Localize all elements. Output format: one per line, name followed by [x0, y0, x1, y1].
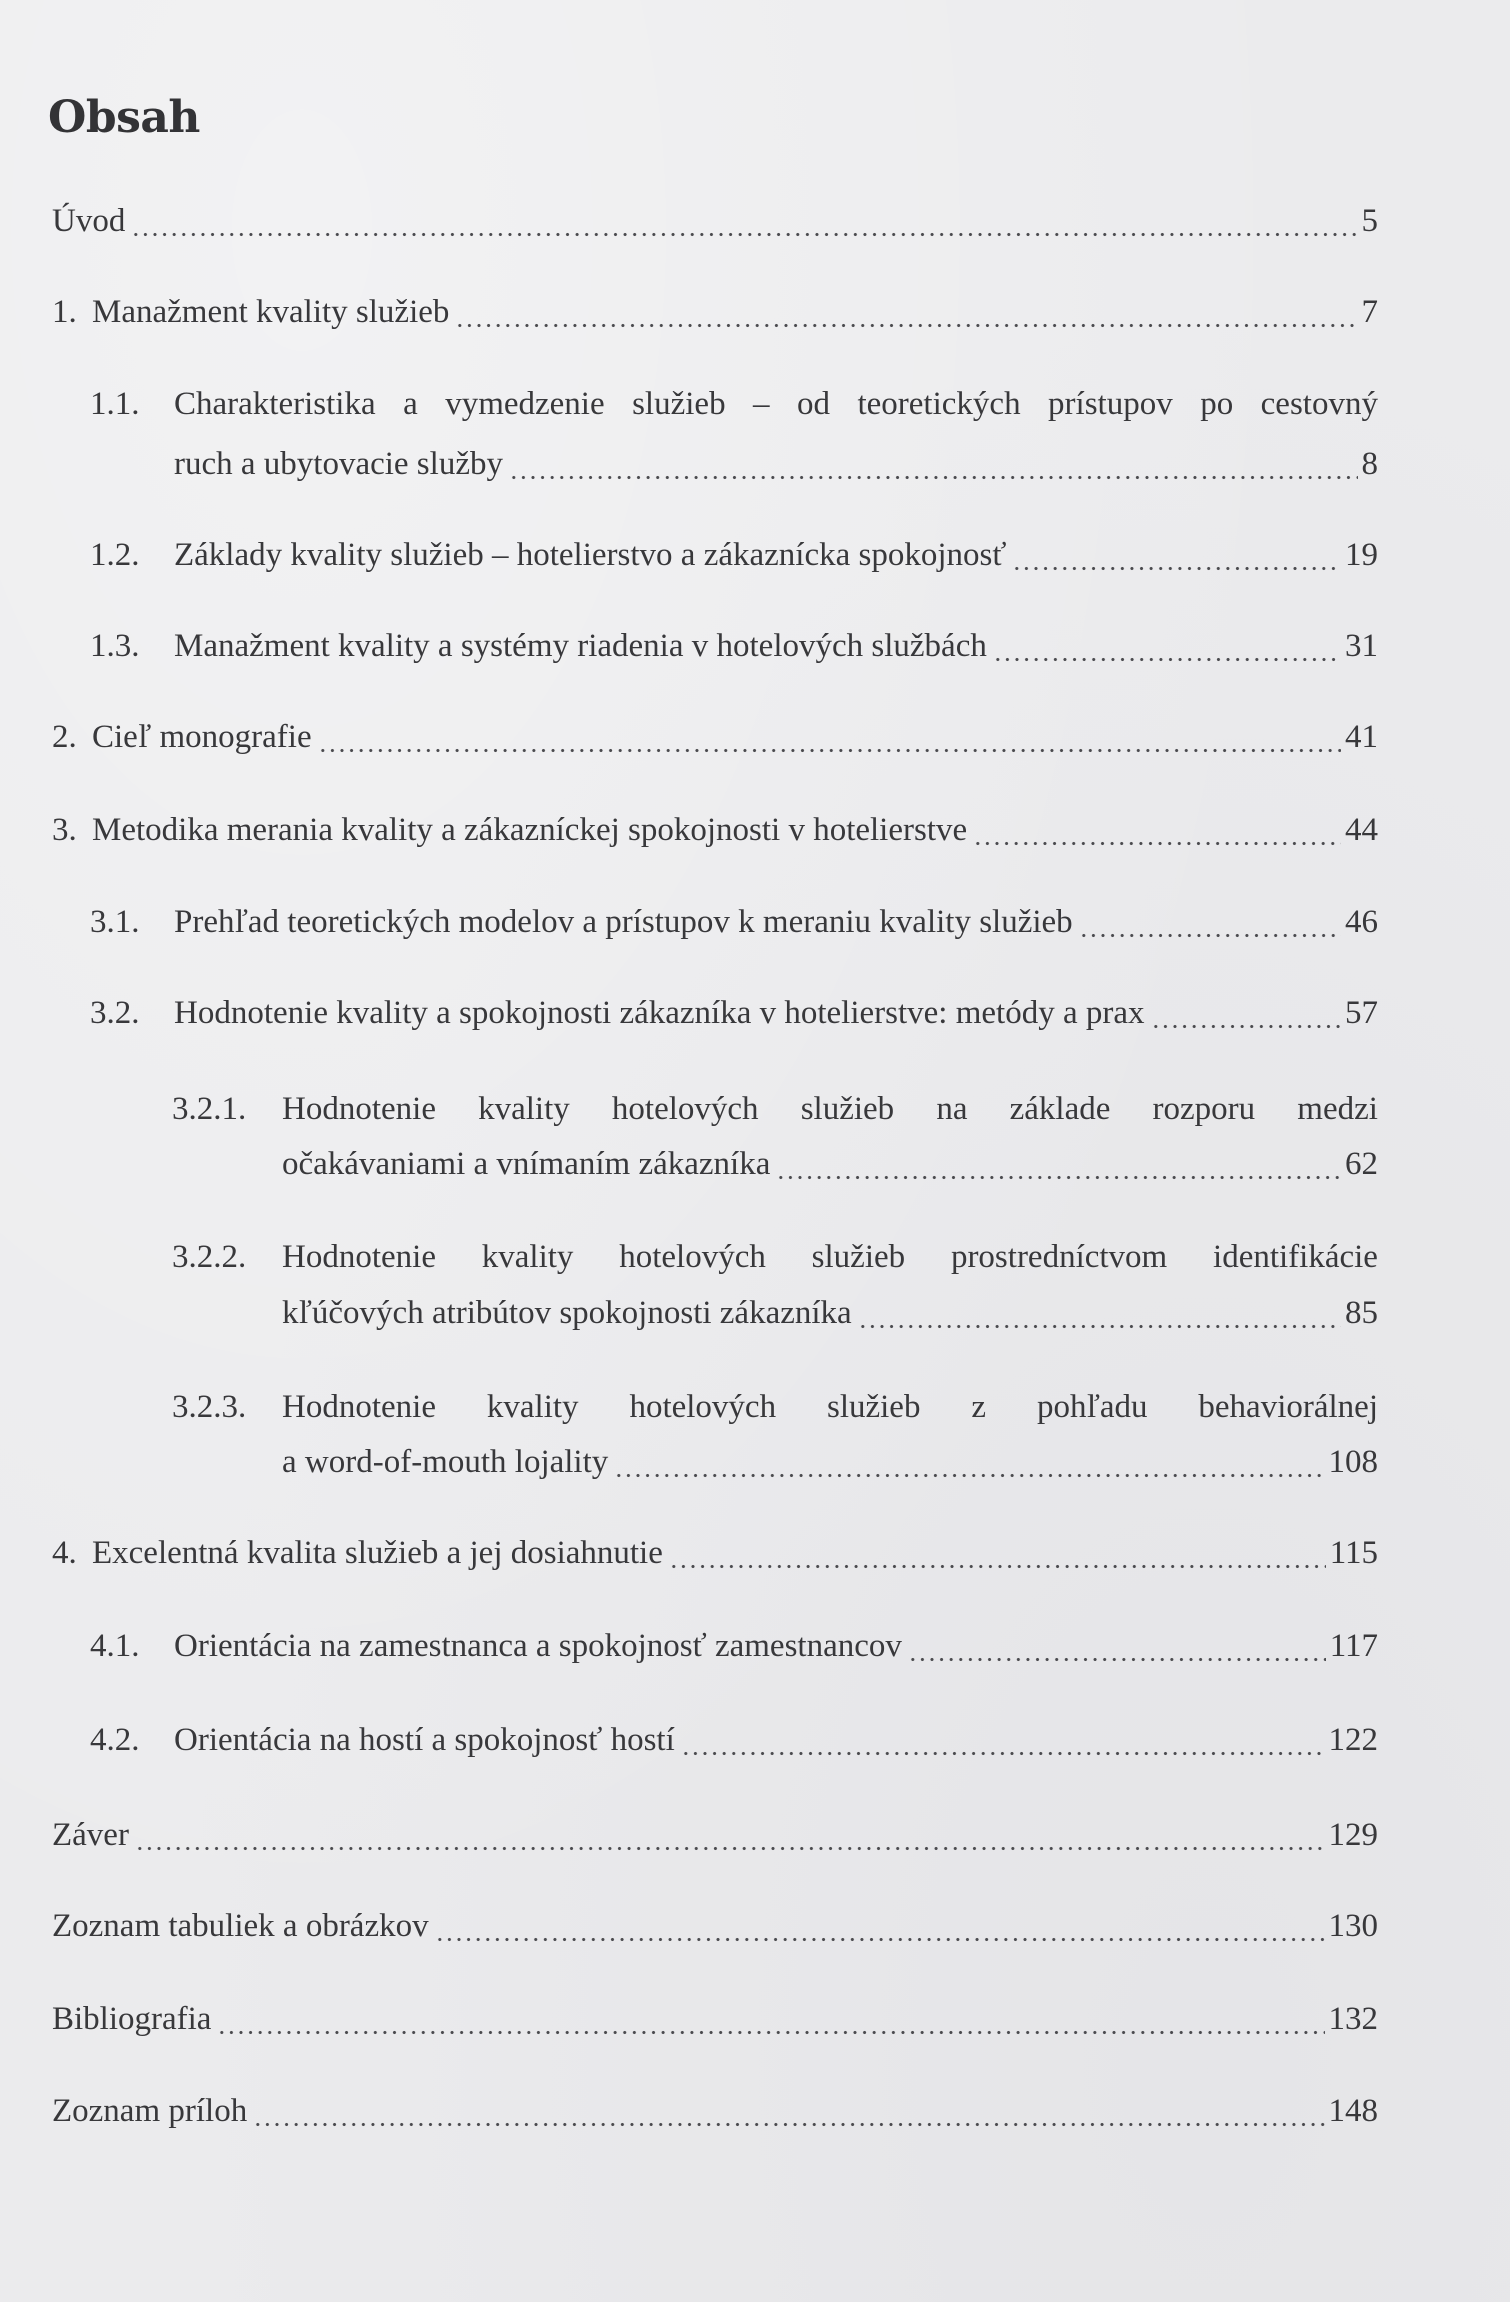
- toc-entry-1-1-line2[interactable]: [174, 442, 1378, 486]
- dot-leader: [908, 1624, 1326, 1668]
- dot-leader: [614, 1440, 1324, 1484]
- dot-leader: [681, 1718, 1325, 1762]
- page-number: 148: [1328, 2093, 1378, 2129]
- dot-leader: [1151, 991, 1342, 1035]
- word: z: [971, 1389, 987, 1425]
- word: po: [1200, 386, 1234, 422]
- dot-leader: [1012, 533, 1341, 577]
- word: Hodnotenie: [282, 1091, 436, 1127]
- entry-label-line2: kľúčových atribútov spokojnosti zákazníka: [282, 1295, 852, 1331]
- page-number: 7: [1361, 294, 1378, 330]
- toc-entry-3-2[interactable]: [90, 991, 1378, 1035]
- entry-label: Manažment kvality a systémy riadenia v hotelových službách: [174, 628, 987, 664]
- entry-number: 3.2.: [90, 995, 140, 1031]
- page-number: 117: [1329, 1628, 1378, 1664]
- word: medzi: [1297, 1091, 1378, 1127]
- word: pohľadu: [1036, 1389, 1148, 1425]
- entry-label: Cieľ monografie: [92, 719, 312, 755]
- entry-label: Prehľad teoretických modelov a prístupov k meraniu kvality služieb: [174, 904, 1073, 940]
- entry-label-line1: [282, 1087, 1378, 1131]
- toc-entry-zoznam-priloh[interactable]: [52, 2089, 1378, 2133]
- entry-number: 3.2.3.: [172, 1389, 247, 1425]
- toc-entry-zaver[interactable]: [52, 1813, 1378, 1857]
- entry-number: 3.: [52, 812, 77, 848]
- toc-entry-3-2-2-line2[interactable]: [282, 1291, 1378, 1335]
- page-title: Obsah: [48, 92, 200, 143]
- word: základe: [1009, 1091, 1111, 1127]
- page-number: 122: [1328, 1722, 1378, 1758]
- word: rozporu: [1152, 1091, 1256, 1127]
- toc-entry-4-2[interactable]: [90, 1718, 1378, 1762]
- entry-label: Zoznam tabuliek a obrázkov: [52, 1908, 429, 1944]
- word: vymedzenie: [445, 386, 605, 422]
- toc-entry-3-2-3-line1[interactable]: [172, 1385, 1378, 1429]
- page-number: 57: [1345, 995, 1378, 1031]
- toc-entry-zoznam-tabuliek[interactable]: [52, 1904, 1378, 1948]
- word: –: [753, 386, 770, 422]
- dot-leader: [509, 442, 1358, 486]
- entry-number: 3.2.1.: [172, 1091, 247, 1127]
- entry-label: Orientácia na zamestnanca a spokojnosť zamestnancov: [174, 1628, 902, 1664]
- dot-leader: [318, 715, 1341, 759]
- entry-label-line1: [282, 1235, 1378, 1279]
- dot-leader: [135, 1813, 1325, 1857]
- word: identifikácie: [1213, 1239, 1378, 1275]
- word: kvality: [478, 1091, 570, 1127]
- entry-label: Excelentná kvalita služieb a jej dosiahnutie: [92, 1535, 663, 1571]
- toc-entry-chapter-1[interactable]: [52, 290, 1378, 334]
- page-number: 115: [1329, 1535, 1378, 1571]
- word: služieb: [632, 386, 726, 422]
- toc-entry-1-3[interactable]: [90, 624, 1378, 668]
- page-number: 129: [1328, 1817, 1378, 1853]
- dot-leader: [993, 624, 1341, 668]
- word: prostredníctvom: [950, 1239, 1168, 1275]
- toc-entry-1-1-line1[interactable]: [90, 382, 1378, 426]
- entry-label: Záver: [52, 1817, 129, 1853]
- page-number: 46: [1345, 904, 1378, 940]
- entry-number: 1.2.: [90, 537, 140, 573]
- entry-number: 3.2.2.: [172, 1239, 247, 1275]
- word: hotelových: [629, 1389, 777, 1425]
- entry-label-line2: ruch a ubytovacie služby: [174, 446, 503, 482]
- page-number: 31: [1345, 628, 1378, 664]
- entry-label: Manažment kvality služieb: [92, 294, 450, 330]
- entry-label: Metodika merania kvality a zákazníckej spokojnosti v hotelierstve: [92, 812, 968, 848]
- page-number: 85: [1345, 1295, 1378, 1331]
- dot-leader: [858, 1291, 1341, 1335]
- dot-leader: [253, 2089, 1324, 2133]
- page-number: 19: [1345, 537, 1378, 573]
- entry-label: Zoznam príloh: [52, 2093, 248, 2129]
- word: služieb: [811, 1239, 906, 1275]
- toc-entry-1-2[interactable]: [90, 533, 1378, 577]
- word: hotelových: [611, 1091, 759, 1127]
- word: Charakteristika: [174, 386, 376, 422]
- toc-entry-3-2-3-line2[interactable]: [282, 1440, 1378, 1484]
- word: hotelových: [619, 1239, 766, 1275]
- word: cestovný: [1260, 386, 1378, 422]
- toc-entry-chapter-4[interactable]: [52, 1531, 1378, 1575]
- toc-entry-3-2-1-line1[interactable]: [172, 1087, 1378, 1131]
- page-number: 44: [1345, 812, 1378, 848]
- entry-label-line1: [174, 382, 1378, 426]
- entry-label-line2: očakávaniami a vnímaním zákazníka: [282, 1146, 771, 1182]
- entry-number: 1.1.: [90, 386, 140, 422]
- entry-number: 4.2.: [90, 1722, 140, 1758]
- entry-label: Orientácia na hostí a spokojnosť hostí: [174, 1722, 675, 1758]
- word: Hodnotenie: [282, 1239, 436, 1275]
- dot-leader: [217, 1997, 1324, 2041]
- page-number: 108: [1328, 1444, 1378, 1480]
- entry-number: 3.1.: [90, 904, 140, 940]
- entry-number: 1.: [52, 294, 77, 330]
- toc-entry-bibliografia[interactable]: [52, 1997, 1378, 2041]
- toc-entry-4-1[interactable]: [90, 1624, 1378, 1668]
- dot-leader: [455, 290, 1357, 334]
- word: prístupov: [1048, 386, 1173, 422]
- entry-label: Hodnotenie kvality a spokojnosti zákazníka v hotelierstve: metódy a prax: [174, 995, 1145, 1031]
- dot-leader: [669, 1531, 1326, 1575]
- word: služieb: [800, 1091, 895, 1127]
- page-number: 8: [1361, 446, 1378, 482]
- word: a: [403, 386, 418, 422]
- word: od: [797, 386, 831, 422]
- entry-label-line1: [282, 1385, 1378, 1429]
- toc-entry-3-2-1-line2[interactable]: [282, 1142, 1378, 1186]
- word: kvality: [486, 1389, 579, 1425]
- toc-entry-chapter-2[interactable]: [52, 715, 1378, 759]
- toc-entry-3-2-2-line1[interactable]: [172, 1235, 1378, 1279]
- page-number: 62: [1345, 1146, 1378, 1182]
- dot-leader: [973, 808, 1341, 852]
- toc-entry-chapter-3[interactable]: [52, 808, 1378, 852]
- word: služieb: [826, 1389, 921, 1425]
- word: teoretických: [857, 386, 1021, 422]
- page-number: 5: [1361, 203, 1378, 239]
- page-number: 132: [1328, 2001, 1378, 2037]
- entry-number: 2.: [52, 719, 77, 755]
- toc-entry-3-1[interactable]: [90, 900, 1378, 944]
- entry-label-line2: a word-of-mouth lojality: [282, 1444, 609, 1480]
- word: behaviorálnej: [1198, 1389, 1378, 1425]
- page-number: 41: [1345, 719, 1378, 755]
- entry-label: Bibliografia: [52, 2001, 212, 2037]
- word: Hodnotenie: [282, 1389, 436, 1425]
- word: kvality: [481, 1239, 574, 1275]
- entry-label: Úvod: [52, 203, 126, 239]
- entry-label: Základy kvality služieb – hotelierstvo a zákaznícka spokojnosť: [174, 537, 1007, 573]
- dot-leader: [1079, 900, 1341, 944]
- entry-number: 1.3.: [90, 628, 140, 664]
- entry-number: 4.: [52, 1535, 77, 1571]
- dot-leader: [435, 1904, 1325, 1948]
- dot-leader: [131, 199, 1357, 243]
- page-number: 130: [1328, 1908, 1378, 1944]
- toc-entry-uvod[interactable]: [52, 199, 1378, 243]
- entry-number: 4.1.: [90, 1628, 140, 1664]
- word: na: [936, 1091, 968, 1127]
- dot-leader: [776, 1142, 1341, 1186]
